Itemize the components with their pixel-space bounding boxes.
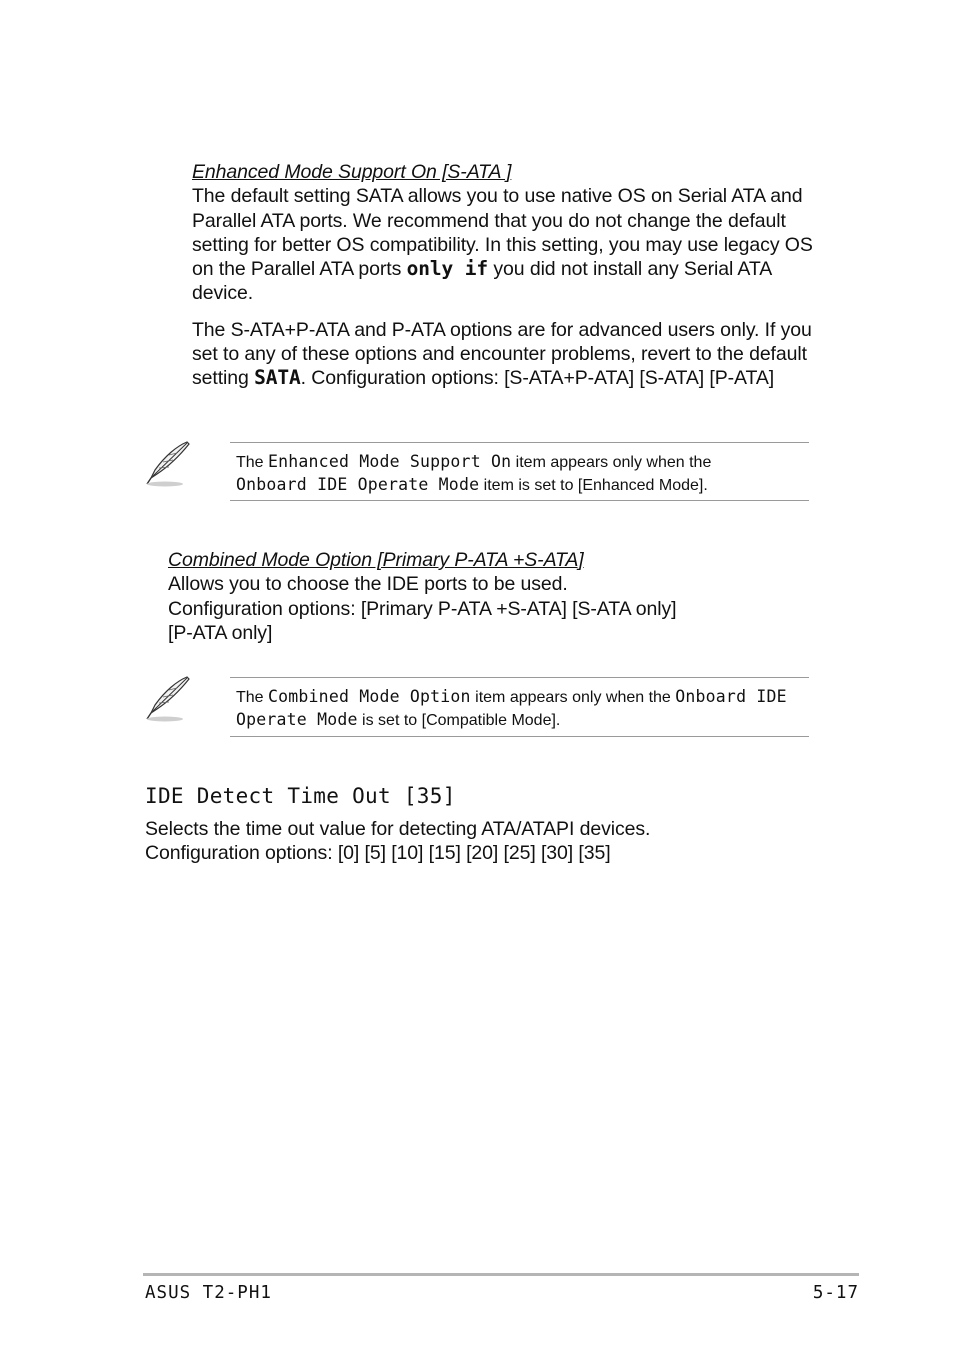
enhanced-p2-text-b: . Configuration options: [S-ATA+P-ATA] [S-ATA] [P-ATA] [300,367,775,390]
ide-detect-body [145,817,825,866]
note-text-enhanced [236,451,809,496]
enhanced-mode-heading: Enhanced Mode Support On [S-ATA ] [192,161,512,183]
note2-text-3: is set to [Compatible Mode]. [357,711,561,729]
combined-mode-line-3: [P-ATA only] [168,621,273,644]
enhanced-mode-section [192,160,822,391]
feather-pen-icon [143,675,193,723]
combined-mode-line-2: Configuration options: [Primary P-ATA +S-ATA] [S-ATA only] [168,597,677,620]
note2-text-2: item appears only when the [470,689,676,706]
note1-text-3: item is set to [Enhanced Mode]. [479,476,708,494]
note1-keyword-1: Enhanced Mode Support On [268,452,512,471]
note2-keyword-2: Onboard IDE Operate Mode [236,687,787,729]
enhanced-mode-paragraph-1 [192,184,822,305]
note-box-combined [230,677,809,737]
ide-detect-line-2: Configuration options: [0] [5] [10] [15] [20] [25] [30] [35] [145,842,611,865]
footer-rule [143,1273,859,1276]
note2-keyword-1: Combined Mode Option [268,687,471,706]
combined-mode-heading: Combined Mode Option [Primary P-ATA +S-ATA] [168,549,584,571]
note-text-combined [236,686,809,731]
enhanced-p2-text-a: The S-ATA+P-ATA and P-ATA options are for advanced users only. If you set to any of these options and encounter problems, revert to the default setting [192,318,812,390]
note1-keyword-2: Onboard IDE Operate Mode [236,474,480,494]
note1-text-2: item appears only when the [511,454,712,471]
note1-text-1: The [236,454,269,471]
note2-text-1: The [236,689,269,706]
note-box-enhanced [230,442,809,501]
ide-detect-title: IDE Detect Time Out [35] [145,784,456,808]
enhanced-p1-text-a: The default setting SATA allows you to use native OS on Serial ATA and Parallel ATA ports. We recommend that you do not change the default setting for better OS compatibility. In this setting, you may use legacy OS on the Parallel ATA ports [192,185,813,281]
feather-pen-icon [143,440,193,488]
footer-product-name: ASUS T2-PH1 [145,1283,272,1303]
enhanced-mode-paragraph-2 [192,318,822,391]
ide-detect-line-1: Selects the time out value for detecting ATA/ATAPI devices. [145,818,651,840]
footer-page-number: 5-17 [812,1283,859,1303]
combined-mode-line-1: Allows you to choose the IDE ports to be used. [168,573,568,596]
enhanced-p1-emphasis: only if [406,257,489,281]
enhanced-p1-text-b: you did not install any Serial ATA device. [192,258,772,305]
enhanced-p2-emphasis: SATA [254,366,301,390]
combined-mode-section [168,548,808,645]
